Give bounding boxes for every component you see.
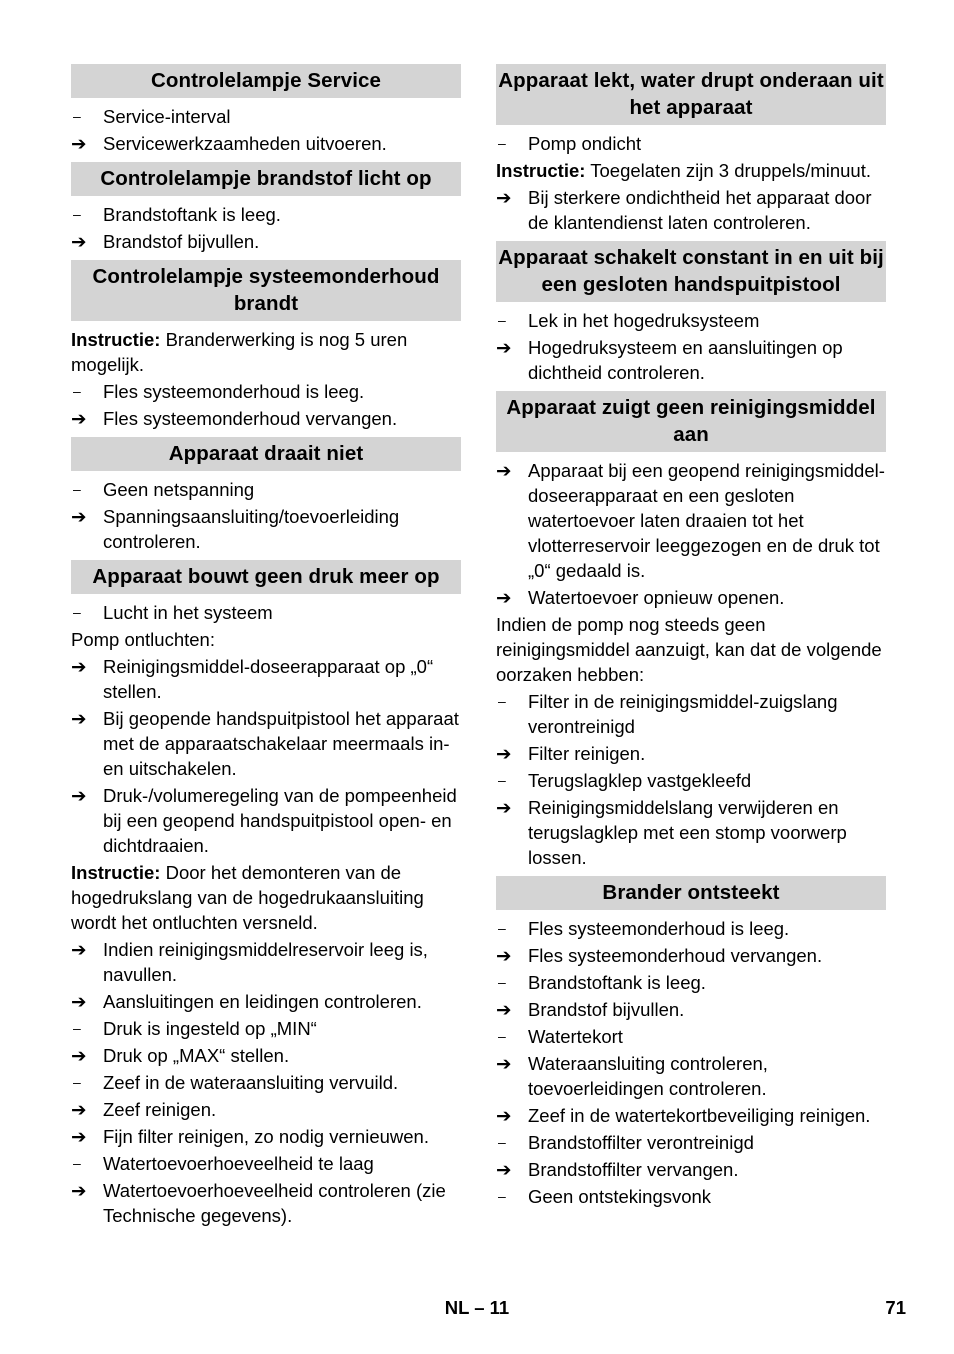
left-column <box>71 64 461 1234</box>
section-heading: Controlelampje Service <box>71 64 461 98</box>
section-heading: Controlelampje systeemonderhoud brandt <box>71 260 461 321</box>
action-item <box>71 654 461 704</box>
item-text: Brandstoffilter vervangen. <box>528 1159 739 1180</box>
instruction-note <box>71 860 461 935</box>
item-text: Filter reinigen. <box>528 743 646 764</box>
action-item <box>496 1051 886 1101</box>
cause-item <box>496 1184 886 1209</box>
item-text: Apparaat bij een geopend reinigingsmiddel-doseerapparaat en een gesloten watertoevoer laten draaien tot het vlotterreservoir leeggezogen en de druk tot „0“ gedaald is. <box>528 460 885 581</box>
arrow-right-icon: ➔ <box>496 587 512 608</box>
item-text: Fles systeemonderhoud is leeg. <box>528 918 790 939</box>
action-item <box>71 1178 461 1228</box>
cause-item <box>496 308 886 333</box>
instruction-note <box>496 158 886 183</box>
troubleshooting-section <box>496 876 886 1209</box>
action-item <box>496 741 886 766</box>
instruction-note <box>71 327 461 377</box>
item-text: Servicewerkzaamheden uitvoeren. <box>103 133 387 154</box>
instruction-label: Instructie: <box>71 329 161 350</box>
arrow-right-icon: ➔ <box>71 1126 87 1147</box>
cause-item <box>496 1130 886 1155</box>
cause-item <box>71 379 461 404</box>
arrow-right-icon: ➔ <box>496 797 512 818</box>
troubleshooting-section <box>71 162 461 254</box>
arrow-right-icon: ➔ <box>496 1053 512 1074</box>
instruction-text: Toegelaten zijn 3 druppels/minuut. <box>585 160 872 181</box>
item-text: Bij geopende handspuitpistool het apparaat met de apparaatschakelaar meermaals in- en uitschakelen. <box>103 708 459 779</box>
dash-icon: – <box>73 383 81 399</box>
dash-icon: – <box>498 135 506 151</box>
arrow-right-icon: ➔ <box>71 1099 87 1120</box>
footer-language-page: NL – 11 <box>444 1297 510 1318</box>
arrow-right-icon: ➔ <box>71 708 87 729</box>
action-item <box>496 1103 886 1128</box>
cause-item <box>496 970 886 995</box>
action-item <box>71 131 461 156</box>
action-item <box>496 585 886 610</box>
action-item <box>71 1097 461 1122</box>
action-item <box>496 943 886 968</box>
action-item <box>71 504 461 554</box>
arrow-right-icon: ➔ <box>496 1105 512 1126</box>
item-text: Aansluitingen en leidingen controleren. <box>103 991 422 1012</box>
cause-item <box>496 1024 886 1049</box>
item-text: Spanningsaansluiting/toevoerleiding controleren. <box>103 506 400 552</box>
item-text: Druk is ingesteld op „MIN“ <box>103 1018 317 1039</box>
action-item <box>496 185 886 235</box>
item-text: Zeef reinigen. <box>103 1099 217 1120</box>
item-text: Terugslagklep vastgekleefd <box>528 770 752 791</box>
arrow-right-icon: ➔ <box>71 656 87 677</box>
footer-page-number: 71 <box>885 1297 906 1318</box>
item-text: Lek in het hogedruksysteem <box>528 310 760 331</box>
item-text: Watertoevoerhoeveelheid te laag <box>103 1153 374 1174</box>
arrow-right-icon: ➔ <box>71 506 87 527</box>
arrow-right-icon: ➔ <box>496 337 512 358</box>
section-heading: Apparaat zuigt geen reinigingsmiddel aan <box>496 391 886 452</box>
troubleshooting-section <box>496 64 886 235</box>
arrow-right-icon: ➔ <box>496 460 512 481</box>
item-text: Druk op „MAX“ stellen. <box>103 1045 290 1066</box>
section-heading: Apparaat bouwt geen druk meer op <box>71 560 461 594</box>
item-text: Pomp ondicht <box>528 133 642 154</box>
item-text: Geen ontstekingsvonk <box>528 1186 712 1207</box>
dash-icon: – <box>73 206 81 222</box>
troubleshooting-section <box>71 260 461 431</box>
dash-icon: – <box>498 920 506 936</box>
arrow-right-icon: ➔ <box>71 1045 87 1066</box>
arrow-right-icon: ➔ <box>71 408 87 429</box>
dash-icon: – <box>498 974 506 990</box>
dash-icon: – <box>73 604 81 620</box>
body-text: Indien de pomp nog steeds geen reinigingsmiddel aanzuigt, kan dat de volgende oorzaken hebben: <box>496 614 882 685</box>
instruction-label: Instructie: <box>496 160 586 181</box>
action-item <box>71 229 461 254</box>
dash-icon: – <box>498 1134 506 1150</box>
action-item <box>71 1124 461 1149</box>
item-text: Zeef in de watertekortbeveiliging reinigen. <box>528 1105 871 1126</box>
section-heading: Apparaat lekt, water drupt onderaan uit het apparaat <box>496 64 886 125</box>
right-column <box>496 64 886 1215</box>
item-text: Filter in de reinigingsmiddel-zuigslang verontreinigd <box>528 691 838 737</box>
dash-icon: – <box>498 1188 506 1204</box>
cause-item <box>71 477 461 502</box>
arrow-right-icon: ➔ <box>71 133 87 154</box>
instruction-text: Door het demonteren van de hogedrukslang van de hogedrukaansluiting wordt het ontluchten versneld. <box>71 862 424 933</box>
instruction-text: Branderwerking is nog 5 uren mogelijk. <box>71 329 408 375</box>
arrow-right-icon: ➔ <box>71 939 87 960</box>
action-item <box>496 335 886 385</box>
arrow-right-icon: ➔ <box>496 187 512 208</box>
section-heading: Apparaat draait niet <box>71 437 461 471</box>
dash-icon: – <box>73 1020 81 1036</box>
item-text: Fijn filter reinigen, zo nodig vernieuwen. <box>103 1126 429 1147</box>
arrow-right-icon: ➔ <box>496 743 512 764</box>
item-text: Bij sterkere ondichtheid het apparaat door de klantendienst laten controleren. <box>528 187 872 233</box>
cause-item <box>71 1070 461 1095</box>
item-text: Lucht in het systeem <box>103 602 273 623</box>
section-heading: Apparaat schakelt constant in en uit bij een gesloten handspuitpistool <box>496 241 886 302</box>
dash-icon: – <box>498 772 506 788</box>
item-text: Geen netspanning <box>103 479 255 500</box>
item-text: Brandstoffilter verontreinigd <box>528 1132 754 1153</box>
item-text: Reinigingsmiddel-doseerapparaat op „0“ stellen. <box>103 656 434 702</box>
action-item <box>71 406 461 431</box>
item-text: Watertekort <box>528 1026 623 1047</box>
troubleshooting-section <box>71 560 461 1228</box>
action-item <box>71 989 461 1014</box>
arrow-right-icon: ➔ <box>496 999 512 1020</box>
body-text: Pomp ontluchten: <box>71 629 215 650</box>
troubleshooting-section <box>71 437 461 554</box>
cause-item <box>71 1016 461 1041</box>
dash-icon: – <box>73 108 81 124</box>
arrow-right-icon: ➔ <box>71 1180 87 1201</box>
cause-item <box>496 916 886 941</box>
dash-icon: – <box>498 1028 506 1044</box>
item-text: Watertoevoerhoeveelheid controleren (zie Technische gegevens). <box>103 1180 446 1226</box>
cause-item <box>496 689 886 739</box>
action-item <box>71 783 461 858</box>
dash-icon: – <box>73 1155 81 1171</box>
cause-item <box>496 131 886 156</box>
section-heading: Controlelampje brandstof licht op <box>71 162 461 196</box>
dash-icon: – <box>73 481 81 497</box>
action-item <box>496 795 886 870</box>
item-text: Watertoevoer opnieuw openen. <box>528 587 785 608</box>
item-text: Zeef in de wateraansluiting vervuild. <box>103 1072 399 1093</box>
action-item <box>496 997 886 1022</box>
dash-icon: – <box>73 1074 81 1090</box>
item-text: Druk-/volumeregeling van de pompeenheid bij een geopend handspuitpistool open- en dichtdraaien. <box>103 785 457 856</box>
action-item <box>496 1157 886 1182</box>
action-item <box>71 1043 461 1068</box>
item-text: Brandstof bijvullen. <box>103 231 260 252</box>
arrow-right-icon: ➔ <box>71 991 87 1012</box>
item-text: Brandstoftank is leeg. <box>103 204 281 225</box>
action-item <box>71 937 461 987</box>
arrow-right-icon: ➔ <box>71 785 87 806</box>
item-text: Indien reinigingsmiddelreservoir leeg is, navullen. <box>103 939 428 985</box>
instruction-label: Instructie: <box>71 862 161 883</box>
dash-icon: – <box>498 693 506 709</box>
dash-icon: – <box>498 312 506 328</box>
item-text: Brandstof bijvullen. <box>528 999 685 1020</box>
item-text: Hogedruksysteem en aansluitingen op dichtheid controleren. <box>528 337 843 383</box>
section-heading: Brander ontsteekt <box>496 876 886 910</box>
action-item <box>71 706 461 781</box>
troubleshooting-section <box>496 241 886 385</box>
arrow-right-icon: ➔ <box>496 1159 512 1180</box>
troubleshooting-section <box>71 64 461 156</box>
cause-item <box>71 1151 461 1176</box>
arrow-right-icon: ➔ <box>496 945 512 966</box>
action-item <box>496 458 886 583</box>
troubleshooting-section <box>496 391 886 870</box>
item-text: Fles systeemonderhoud vervangen. <box>528 945 823 966</box>
arrow-right-icon: ➔ <box>71 231 87 252</box>
item-text: Wateraansluiting controleren, toevoerleidingen controleren. <box>528 1053 768 1099</box>
item-text: Fles systeemonderhoud vervangen. <box>103 408 398 429</box>
item-text: Brandstoftank is leeg. <box>528 972 706 993</box>
cause-item <box>496 768 886 793</box>
cause-item <box>71 104 461 129</box>
cause-item <box>71 202 461 227</box>
item-text: Reinigingsmiddelslang verwijderen en terugslagklep met een stomp voorwerp lossen. <box>528 797 847 868</box>
cause-item <box>71 600 461 625</box>
item-text: Fles systeemonderhoud is leeg. <box>103 381 365 402</box>
item-text: Service-interval <box>103 106 231 127</box>
